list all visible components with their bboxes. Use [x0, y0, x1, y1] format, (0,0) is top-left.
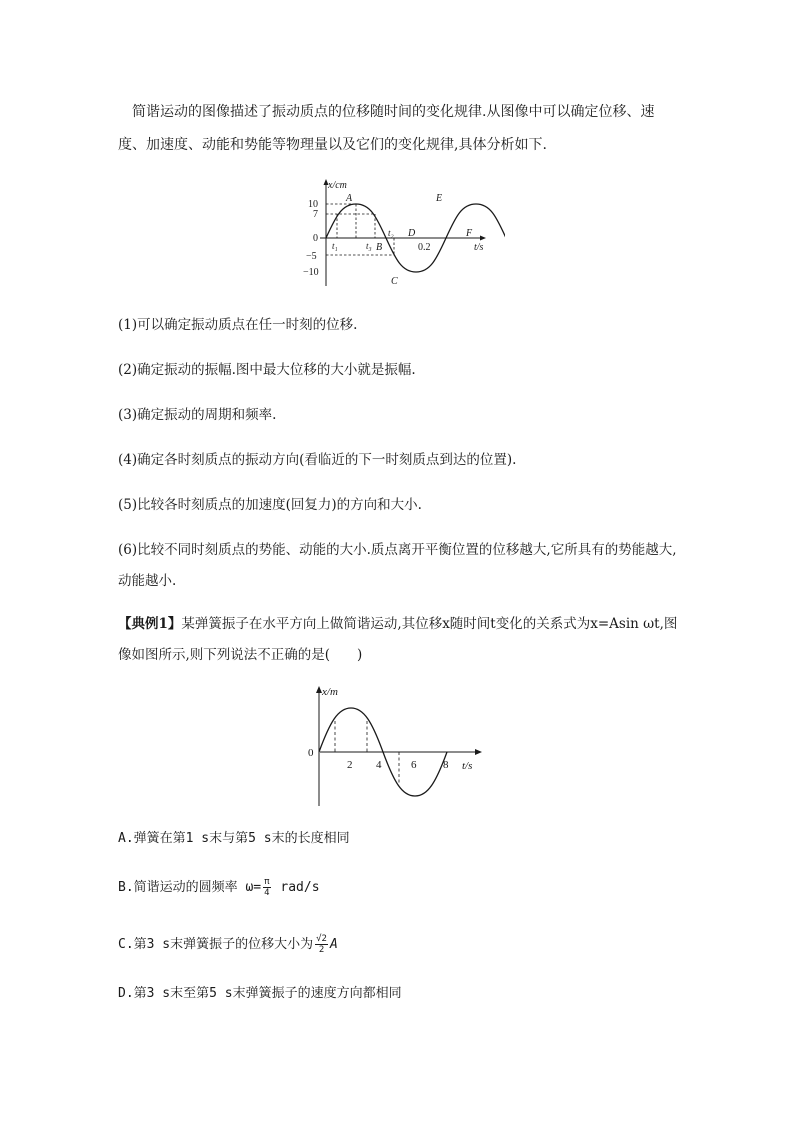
example-tag: 【典例1】 [118, 616, 182, 632]
fig1-point-E: E [436, 193, 443, 204]
fig1-point-B: B [376, 242, 383, 253]
figure-1-graph [300, 174, 505, 294]
fig2-t-axis-arrow [475, 749, 482, 755]
option-b-prefix: B.简谐运动的圆频率 ω= [118, 880, 262, 895]
fig2-xtick-8: 8 [443, 759, 449, 771]
option-c [118, 934, 338, 955]
fig1-ytick-neg10: −10 [303, 267, 319, 278]
option-b-numerator: π [264, 877, 270, 887]
fig2-xtick-6: 6 [411, 759, 417, 771]
fig1-t-axis-arrow [480, 236, 486, 241]
fig2-xtick-4: 4 [376, 759, 382, 771]
fig1-y-axis-label: x/cm [328, 180, 347, 191]
option-b [118, 877, 320, 898]
fig1-ytick-neg5: −5 [306, 251, 317, 262]
fig1-mark-t1: t₁ [332, 241, 338, 251]
list-item-5: (5)比较各时刻质点的加速度(回复力)的方向和大小. [118, 497, 422, 513]
list-item-2: (2)确定振动的振幅.图中最大位移的大小就是振幅. [118, 362, 416, 378]
option-a: A.弹簧在第1 s末与第5 s末的长度相同 [118, 831, 350, 846]
option-c-suffix: A [329, 937, 338, 952]
fig2-x-axis-label: t/s [462, 760, 473, 772]
figure-2-graph [300, 678, 495, 810]
option-b-suffix: rad/s [272, 880, 320, 895]
fig1-ytick-10: 10 [308, 199, 318, 210]
list-item-4: (4)确定各时刻质点的振动方向(看临近的下一时刻质点到达的位置). [118, 452, 517, 468]
fig1-x-axis-label: t/s [474, 242, 484, 253]
list-item-6: (6)比较不同时刻质点的势能、动能的大小.质点离开平衡位置的位移越大,它所具有的势能越大,动能越小. [118, 542, 677, 589]
fig1-point-C: C [391, 276, 398, 287]
fig1-point-F: F [466, 228, 473, 239]
option-c-fraction [315, 934, 328, 955]
option-b-fraction [263, 877, 270, 898]
option-c-prefix: C.第3 s末弹簧振子的位移大小为 [118, 937, 314, 952]
fig1-point-A: A [346, 193, 353, 204]
intro-paragraph: 简谐运动的图像描述了振动质点的位移随时间的变化规律.从图像中可以确定位移、速度、加速度、动能和势能等物理量以及它们的变化规律,具体分析如下. [118, 104, 655, 153]
fig1-mark-t3: t₃ [366, 241, 372, 251]
list-item-3: (3)确定振动的周期和频率. [118, 407, 277, 423]
example-question [118, 609, 683, 671]
fig2-xtick-2: 2 [347, 759, 353, 771]
fig2-y-axis-label: x/m [322, 686, 338, 698]
option-c-numerator: √2 [316, 934, 327, 944]
fig1-ytick-7: 7 [313, 209, 318, 220]
option-d: D.第3 s末至第5 s末弹簧振子的速度方向都相同 [118, 986, 402, 1001]
fig1-origin: 0 [313, 233, 318, 244]
fig2-origin: 0 [308, 747, 314, 759]
fig1-point-D: D [408, 228, 416, 239]
list-item-1: (1)可以确定振动质点在任一时刻的位移. [118, 317, 358, 333]
option-b-denominator: 4 [264, 888, 270, 898]
fig1-mark-0-2: 0.2 [418, 242, 431, 253]
option-c-denominator: 2 [318, 945, 325, 955]
fig1-mark-t2: t₂ [388, 228, 394, 238]
example-stem: 某弹簧振子在水平方向上做简谐运动,其位移x随时间t变化的关系式为x=Asin ωt,图像如图所示,则下列说法不正确的是( ) [118, 616, 678, 663]
